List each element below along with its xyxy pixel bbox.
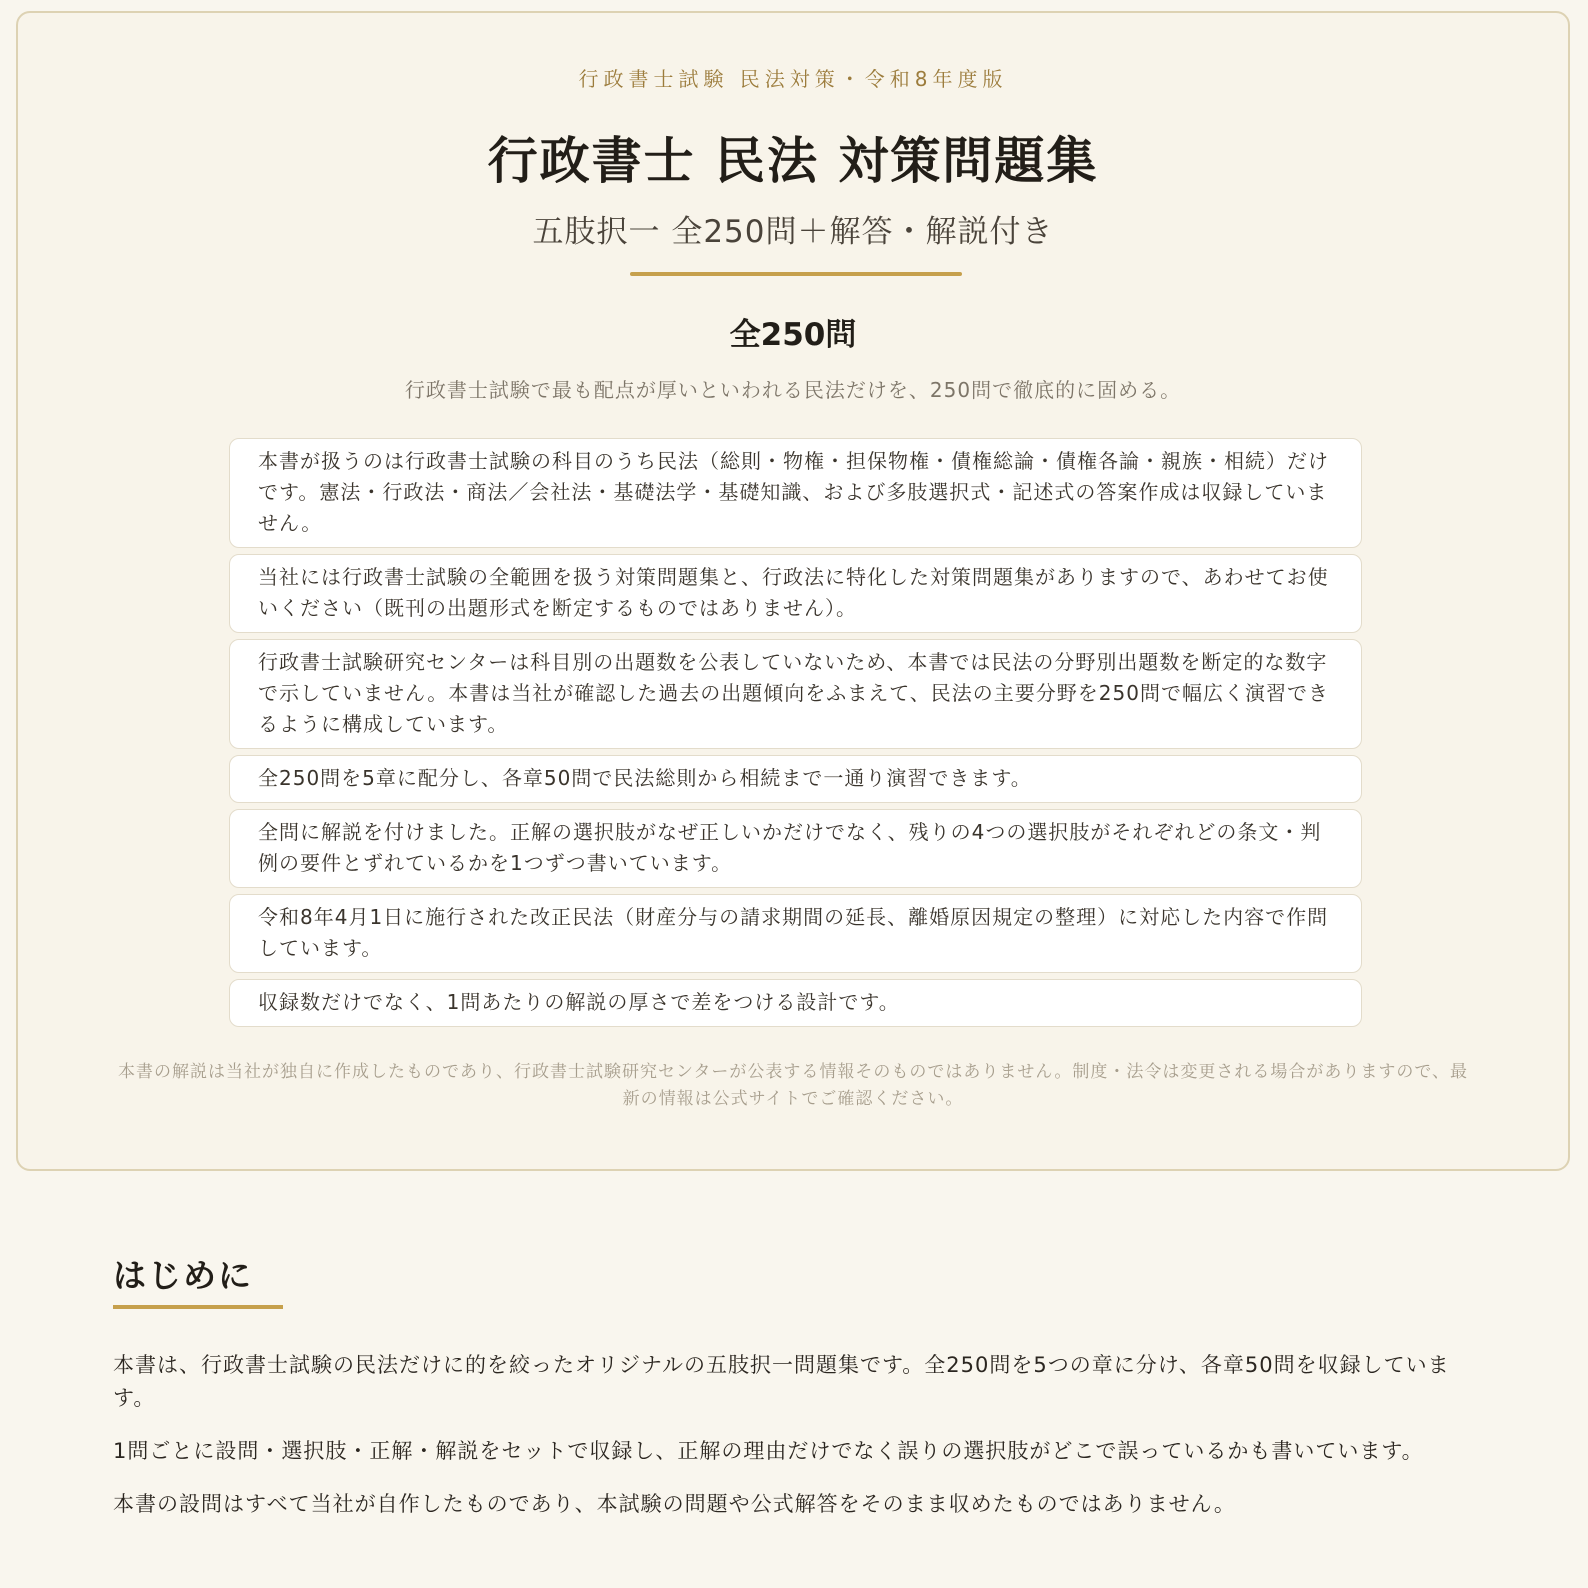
- book-subtitle: 五肢択一 全250問＋解答・解説付き: [532, 214, 1054, 250]
- intro-body: [113, 1349, 1473, 1541]
- intro-paragraph: 本書の設問はすべて当社が自作したものであり、本試験の問題や公式解答をそのまま収めたものではありません。: [113, 1492, 1236, 1516]
- feature-item: 全問に解説を付けました。正解の選択肢がなぜ正しいかだけでなく、残りの4つの選択肢がそれぞれどの条文・判例の要件とずれているかを1つずつ書いています。: [229, 809, 1362, 888]
- intro-heading: はじめに: [113, 1256, 253, 1295]
- intro-heading-underline: [113, 1305, 283, 1309]
- lead-text: 行政書士試験で最も配点が厚いといわれる民法だけを、250問で徹底的に固める。: [404, 378, 1182, 402]
- intro-paragraph: 1問ごとに設問・選択肢・正解・解説をセットで収録し、正解の理由だけでなく誤りの選択肢がどこで誤っているかも書いています。: [113, 1439, 1424, 1463]
- title-divider: [630, 272, 962, 276]
- question-count: 全250問: [729, 317, 857, 353]
- feature-item: 収録数だけでなく、1問あたりの解説の厚さで差をつける設計です。: [229, 979, 1362, 1027]
- feature-item: 本書が扱うのは行政書士試験の科目のうち民法（総則・物権・担保物権・債権総論・債権各論・親族・相続）だけです。憲法・行政法・商法／会社法・基礎法学・基礎知識、および多肢選択式・記述式の答案作成は収録していません。: [229, 438, 1362, 548]
- feature-item: 行政書士試験研究センターは科目別の出題数を公表していないため、本書では民法の分野別出題数を断定的な数字で示していません。本書は当社が確認した過去の出題傾向をふまえて、民法の主要分野を250問で幅広く演習できるように構成しています。: [229, 639, 1362, 749]
- feature-item: 令和8年4月1日に施行された改正民法（財産分与の請求期間の延長、離婚原因規定の整理）に対応した内容で作問しています。: [229, 894, 1362, 973]
- disclaimer-note: 本書の解説は当社が独自に作成したものであり、行政書士試験研究センターが公表する情報そのものではありません。制度・法令は変更される場合がありますので、最新の情報は公式サイトでご確認ください。: [118, 1062, 1468, 1109]
- book-title: 行政書士 民法 対策問題集: [487, 132, 1099, 190]
- feature-item: 全250問を5章に配分し、各章50問で民法総則から相続まで一通り演習できます。: [229, 755, 1362, 803]
- series-label: 行政書士試験 民法対策・令和8年度版: [578, 67, 1008, 91]
- feature-list: [229, 438, 1362, 1033]
- cover-card: [16, 11, 1570, 1171]
- intro-paragraph: 本書は、行政書士試験の民法だけに的を絞ったオリジナルの五肢択一問題集です。全250問を5つの章に分け、各章50問を収録しています。: [113, 1353, 1450, 1410]
- feature-item: 当社には行政書士試験の全範囲を扱う対策問題集と、行政法に特化した対策問題集がありますので、あわせてお使いください（既刊の出題形式を断定するものではありません）。: [229, 554, 1362, 633]
